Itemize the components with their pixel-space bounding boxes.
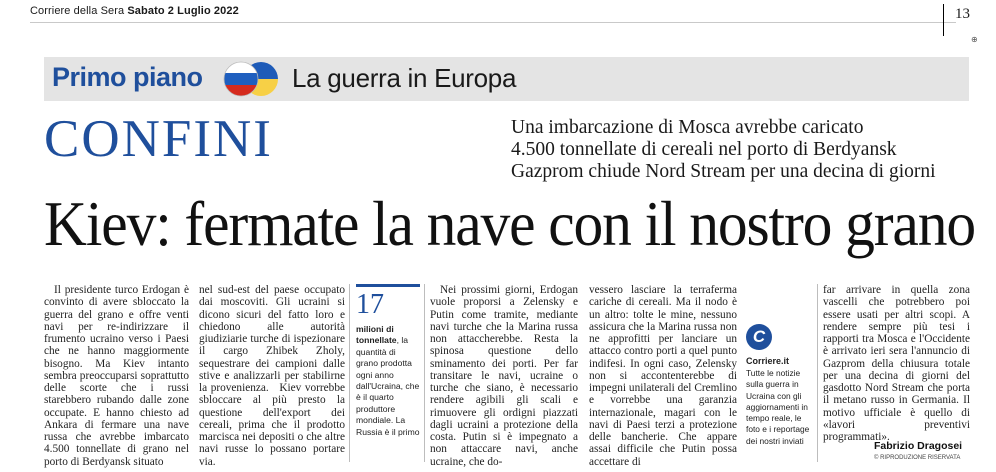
- corriere-promo-text: Tutte le notizie sulla guerra in Ucraina con gli aggiornamenti in tempo reale, le foto e i reportage dei nostri inviati: [746, 368, 810, 446]
- page-number-divider: [943, 4, 944, 36]
- subtitle-line: Una imbarcazione di Mosca avrebbe caricato: [511, 117, 864, 138]
- column-divider: [349, 284, 350, 462]
- russia-ukraine-flags-icon: [221, 59, 281, 99]
- column-divider: [424, 284, 425, 462]
- corriere-logo-icon: C: [746, 324, 772, 350]
- stat-box: [356, 284, 420, 438]
- article-column-5: far arrivare in quella zona vascelli che potrebbero poi essere usati per altri scopi. A rendere sempre più tesi i rapporti tra Mosca e l'Occidente è arrivato ieri sera l'annuncio di Gazprom della chiusura totale per una decina di giorni del gasdotto Nord Stream che porta il metano russo in Germania. Il motivo ufficiale è quello di «lavori preventivi programmati».: [823, 284, 970, 443]
- article-column-1: Il presidente turco Erdogan è convinto di avere sbloccato la guerra del grano e offre venti navi per re-indirizzare il frumento ucraino verso i Paesi che ne hanno maggiormente bisogno. Ma Kiev intanto sembra preoccuparsi soprattutto delle scorte che i russi starebbero rubando dalle zone occupate. E hanno chiesto ad Ankara di fermare una nave russa che avrebbe imbarcato 4.500 tonnellate di grano nel porto di Berdyansk situato: [44, 284, 189, 468]
- stat-number: 17: [356, 284, 420, 321]
- header-divider: [30, 22, 956, 23]
- subtitle-line: Gazprom chiude Nord Stream per una decina di giorni: [511, 161, 936, 182]
- masthead: [30, 5, 239, 17]
- subtitle-block: [511, 117, 936, 183]
- headline: Kiev: fermate la nave con il nostro grano: [44, 188, 976, 259]
- copyright-notice: © RIPRODUZIONE RISERVATA: [874, 455, 961, 461]
- kicker: CONFINI: [44, 110, 273, 168]
- registration-mark-icon: ⊕: [971, 35, 978, 44]
- byline-author: Fabrizio Dragosei: [874, 440, 963, 452]
- stat-unit: milioni di tonnellate: [356, 324, 397, 346]
- stat-text: , la quantità di grano prodotta ogni anno dall'Ucraina, che è il quarto produttore mondiale. La Russia è il primo: [356, 335, 420, 437]
- column-divider: [817, 284, 818, 462]
- corriere-link[interactable]: Corriere.it: [746, 356, 790, 366]
- subtitle-line: 4.500 tonnellate di cereali nel porto di Berdyansk: [511, 139, 897, 160]
- issue-date: Sabato 2 Luglio 2022: [127, 5, 239, 17]
- article-column-4: vessero lasciare la terraferma cariche di cereali. Ma il nodo è un altro: tolte le mine, nessuno assicura che la Marina russa non ne approfitti per lanciare un attacco contro porti a quel punto indifesi. In ogni caso, Zelensky non si accontenterebbe di impegni unilaterali del Cremlino e vorrebbe una garanzia internazionale, magari con le navi di Paesi terzi a protezione delle bancherie. Che appare assai difficile che Putin possa accettare di: [589, 284, 737, 468]
- stat-description: [356, 324, 420, 438]
- section-label: Primo piano: [52, 62, 203, 92]
- article-column-3: Nei prossimi giorni, Erdogan vuole proporsi a Zelensky e Putin come tramite, mediante navi turche che la Marina russa non attaccherebbe. Resta la spinosa questione dello sminamento dei porti. Per far transitare le navi, ucraine o turche che siano, è necessario rendere agibili gli scali e rimuovere gli ordigni piazzati dagli ucraini a protezione della costa. Putin si è impegnato a non attaccare navi, anche ucraine, che do-: [430, 284, 578, 468]
- section-topic: La guerra in Europa: [292, 63, 517, 93]
- corriere-promo-box: [746, 324, 814, 447]
- page-number: 13: [955, 6, 970, 22]
- publication-name: Corriere della Sera: [30, 5, 125, 17]
- article-column-2: nel sud-est del paese occupato dai moscoviti. Gli ucraini si dicono sicuri del fatto loro e chiedono alle autorità giudiziarie turche di ispezionare il cargo Zhibek Zholy, sequestrare dei campioni dalle stive e analizzarli per stabilirne la provenienza. Kiev vorrebbe sbloccare al più presto la questione dell'export dei cereali, prima che il prodotto marcisca nei depositi o che altre navi russe lo possano portare via.: [199, 284, 345, 468]
